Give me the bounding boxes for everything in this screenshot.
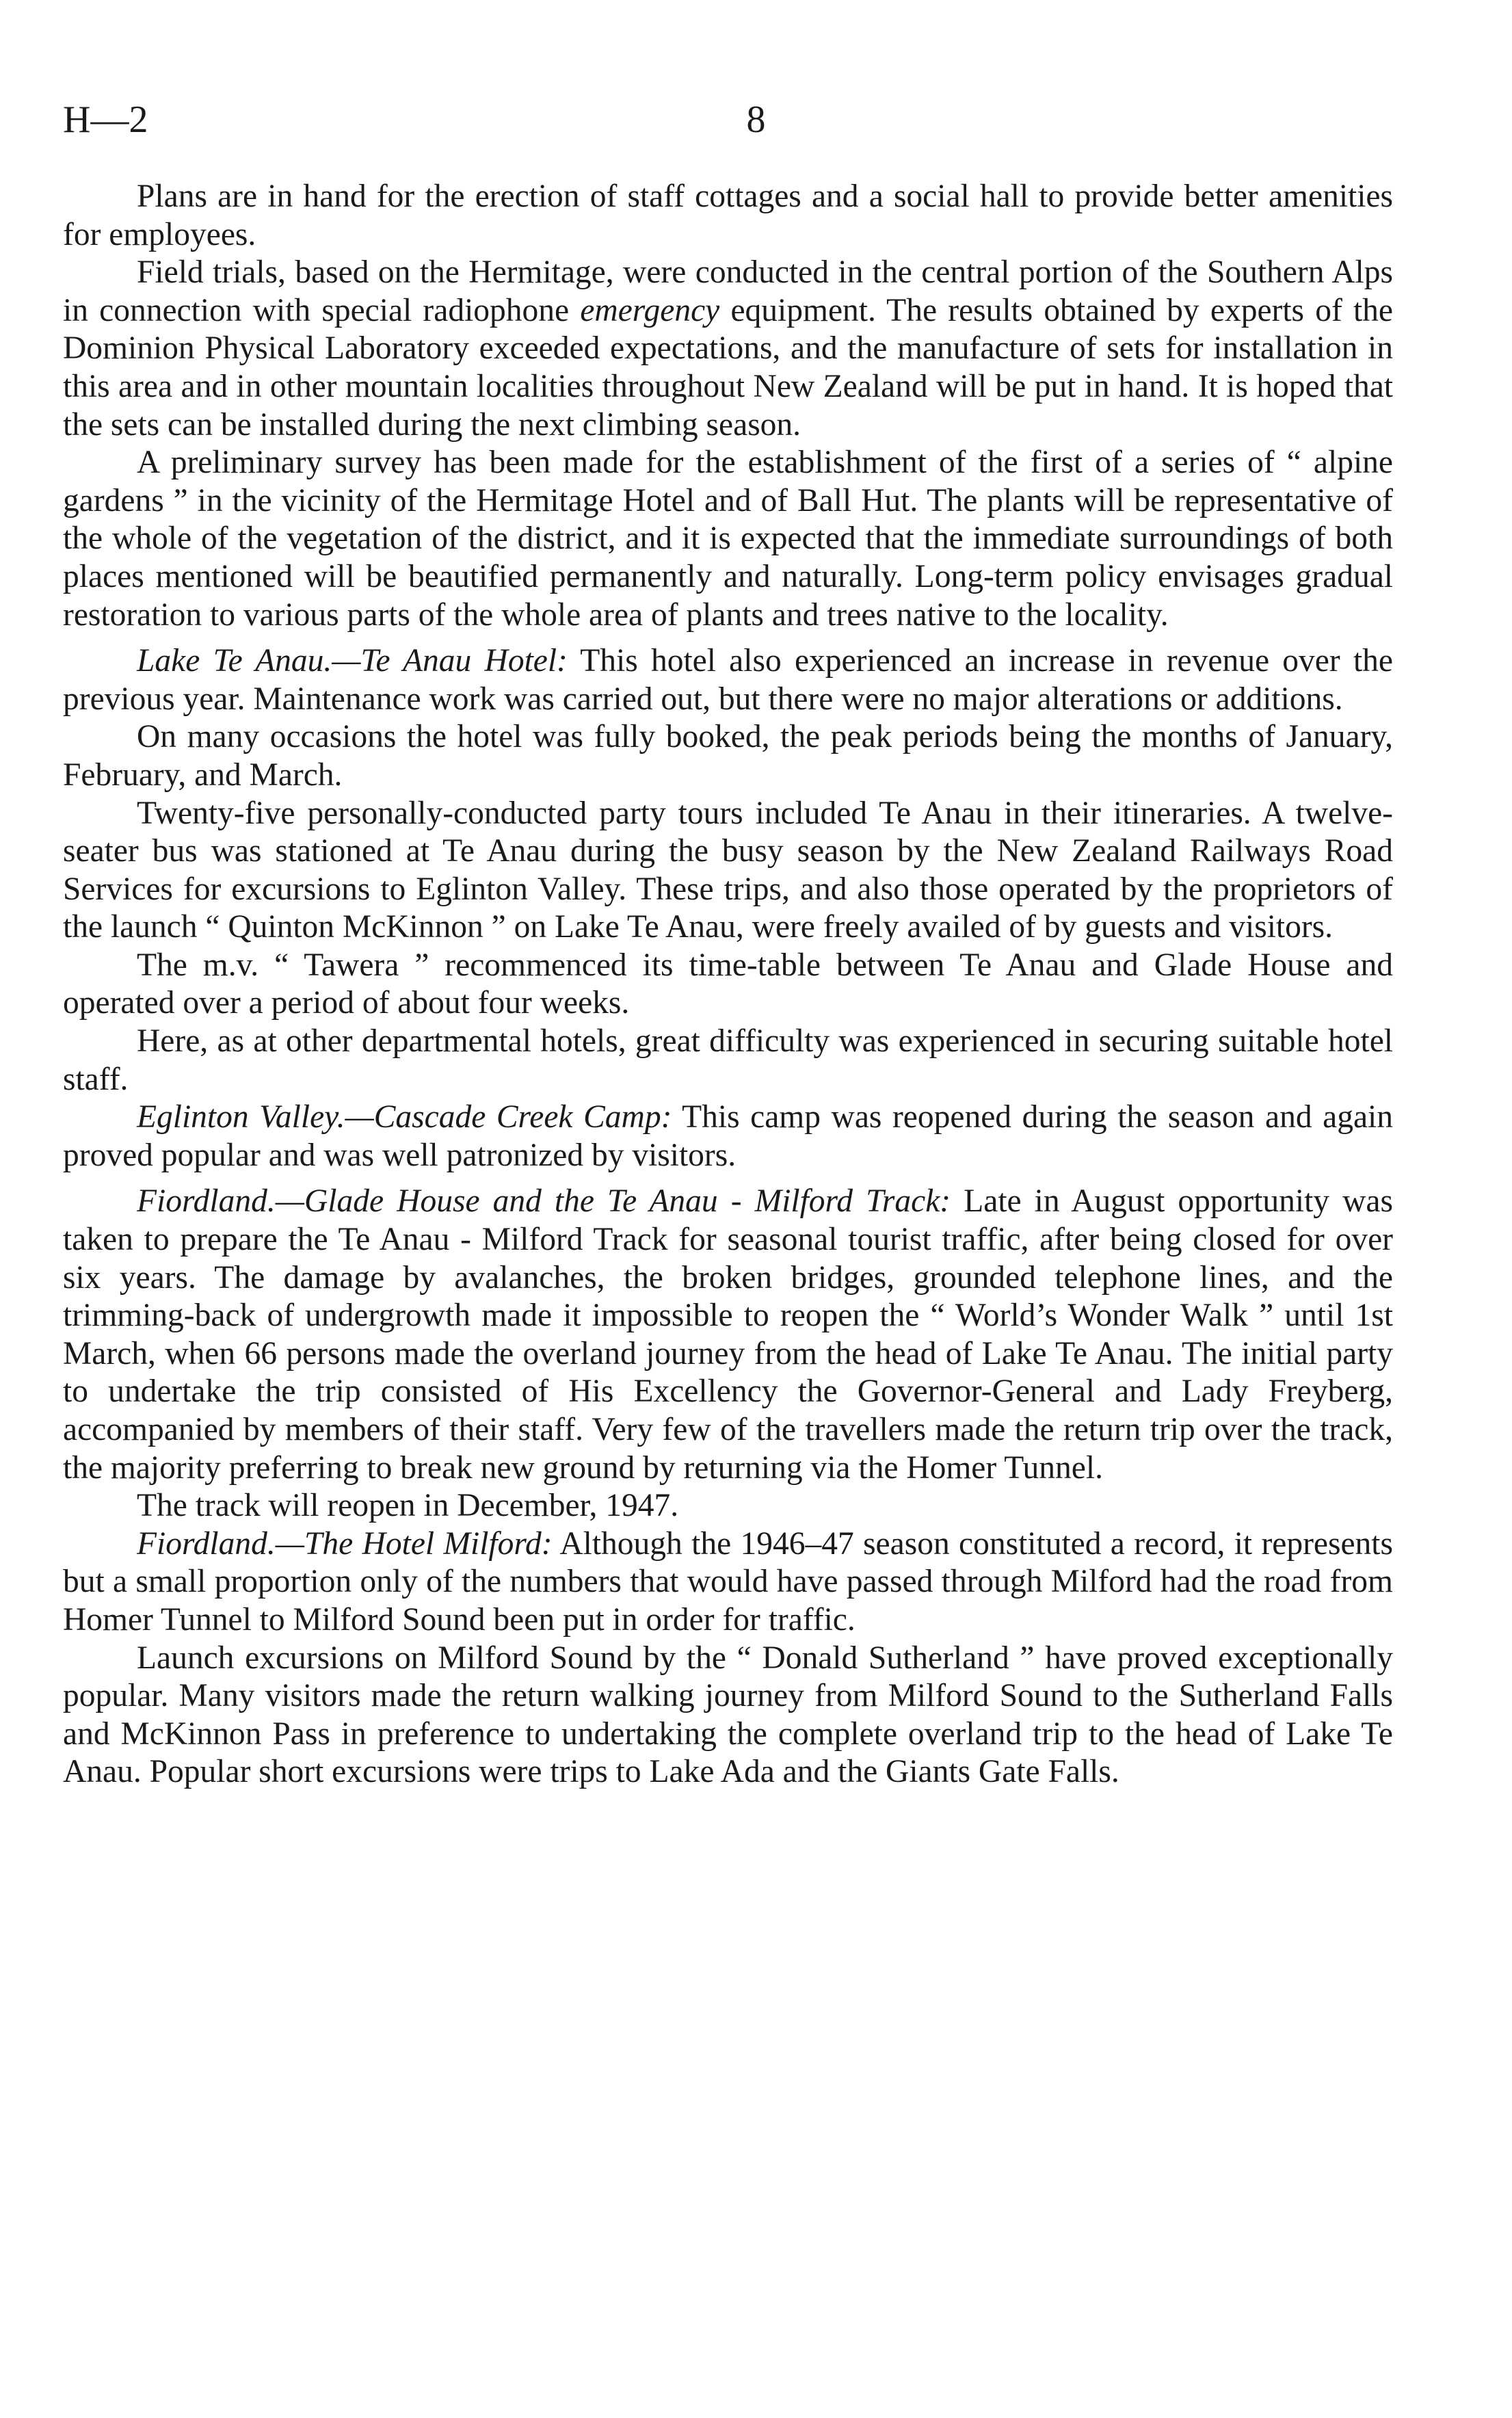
document-body (63, 178, 1393, 1791)
emphasis-emergency: emergency (580, 292, 720, 328)
paragraph-cascade-creek: Eglinton Valley.—Cascade Creek Camp: This camp was reopened during the season and again proved popular and was well patronized by visitors. (63, 1099, 1393, 1173)
section-heading: Fiordland.—The Hotel Milford: (137, 1525, 553, 1562)
page-number: 8 (746, 98, 766, 141)
paragraph-track-reopen: The track will reopen in December, 1947. (137, 1488, 679, 1524)
paragraph-radiophone-trials: Field trials, based on the Hermitage, were conducted in the central portion of the Southern Alps in connection with special radiophone emergency equipment. The results obtained by experts of the Dominion Physical Laboratory exceeded expectations, and the manufacture of sets for installation in this area and in other mountain localities throughout New Zealand will be put in hand. It is hoped that the sets can be installed during the next climbing season. (63, 254, 1394, 443)
paragraph-launch-excursions: Launch excursions on Milford Sound by the “ Donald Sutherland ” have proved exceptionally popular. Many visitors made the return walking journey from Milford Sound to the Sutherland Falls and McKinnon Pass in preference to undertaking the complete overland trip to the head of Lake Te Anau. Popular short excursions were trips to Lake Ada and the Giants Gate Falls. (63, 1640, 1393, 1790)
paragraph-hotel-milford: Fiordland.—The Hotel Milford: Although the 1946–47 season constituted a record, it represents but a small proportion only of the numbers that would have passed through Milford had the road from Homer Tunnel to Milford Sound been put in order for traffic. (63, 1525, 1393, 1638)
paragraph-hotel-staff: Here, as at other departmental hotels, great difficulty was experienced in securing suitable hotel staff. (63, 1023, 1393, 1097)
report-reference: H—2 (63, 98, 148, 141)
section-heading: Fiordland.—Glade House and the Te Anau - Milford Track: (137, 1183, 951, 1220)
paragraph-tawera: The m.v. “ Tawera ” recommenced its time-table between Te Anau and Glade House and operated over a period of about four weeks. (63, 947, 1393, 1021)
paragraph-te-anau-hotel: Lake Te Anau.—Te Anau Hotel: This hotel also experienced an increase in revenue over the previous year. Maintenance work was carried out, but there were no major alterations or additions. (63, 643, 1393, 717)
paragraph-peak-periods: On many occasions the hotel was fully booked, the peak periods being the months of January, February, and March. (63, 719, 1393, 793)
section-heading: Eglinton Valley.—Cascade Creek Camp: (137, 1099, 672, 1135)
paragraph-milford-track: Fiordland.—Glade House and the Te Anau - Milford Track: Late in August opportunity was taken to prepare the Te Anau - Milford Track for seasonal tourist traffic, after being closed for over six years. The damage by avalanches, the broken bridges, grounded telephone lines, and the trimming-back of undergrowth made it impossible to reopen the “ World’s Wonder Walk ” until 1st March, when 66 persons made the overland journey from the head of Lake Te Anau. The initial party to undertake the trip consisted of His Excellency the Governor-General and Lady Freyberg, accompanied by members of their staff. Very few of the travellers made the return trip over the track, the majority preferring to break new ground by returning via the Homer Tunnel. (63, 1183, 1394, 1486)
section-heading: Lake Te Anau.—Te Anau Hotel: (137, 643, 568, 679)
paragraph-staff-cottages: Plans are in hand for the erection of staff cottages and a social hall to provide better amenities for employees. (63, 179, 1393, 252)
paragraph-party-tours: Twenty-five personally-conducted party tours included Te Anau in their itineraries. A twelve-seater bus was stationed at Te Anau during the busy season by the New Zealand Railways Road Services for excursions to Eglinton Valley. These trips, and also those operated by the proprietors of the launch “ Quinton McKinnon ” on Lake Te Anau, were freely availed of by guests and visitors. (63, 795, 1393, 945)
page-header (0, 89, 1512, 150)
paragraph-alpine-gardens: A preliminary survey has been made for the establishment of the first of a series of “ alpine gardens ” in the vicinity of the Hermitage Hotel and of Ball Hut. The plants will be representative of the whole of the vegetation of the district, and it is expected that the immediate surroundings of both places mentioned will be beautified permanently and naturally. Long-term policy envisages gradual restoration to various parts of the whole area of plants and trees native to the locality. (63, 445, 1393, 633)
